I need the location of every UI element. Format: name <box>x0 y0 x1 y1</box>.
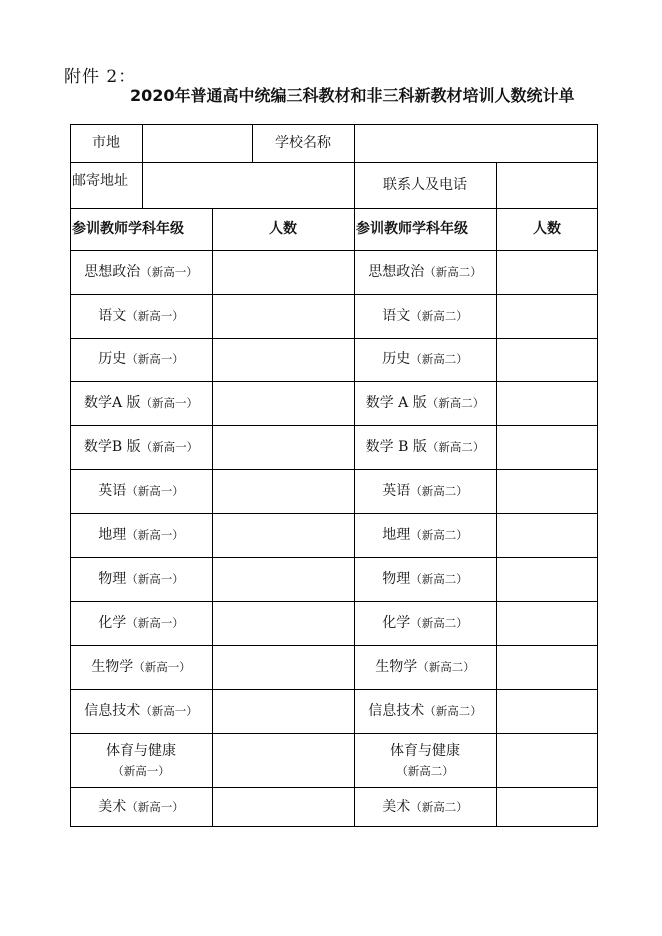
attachment-label: 附件 2： <box>64 67 137 87</box>
subject-name: 语文 <box>98 307 127 324</box>
count-field-right[interactable] <box>496 469 598 513</box>
school-name-field[interactable] <box>354 124 598 162</box>
grade-label: （新高二） <box>424 264 482 279</box>
subject-name: 化学 <box>382 614 411 631</box>
count-field-right[interactable] <box>496 381 598 425</box>
subject-name: 美术 <box>382 798 411 815</box>
subject-cell-left <box>70 338 212 381</box>
count-field-right[interactable] <box>496 250 598 294</box>
subject-name: 信息技术 <box>368 702 425 719</box>
school-name-label: 学校名称 <box>275 134 331 151</box>
count-field-right[interactable] <box>496 733 598 787</box>
grade-label: （新高一） <box>126 308 184 323</box>
subject-name: 体育与健康 <box>106 742 176 759</box>
mailing-address-label: 邮寄地址 <box>72 173 128 189</box>
count-field-right[interactable] <box>496 294 598 338</box>
subject-cell-right <box>354 601 496 645</box>
grade-label: （新高一） <box>140 395 199 410</box>
count-field-right[interactable] <box>496 513 598 557</box>
subject-name: 地理 <box>98 526 127 543</box>
subject-name: 历史 <box>98 351 127 368</box>
header-count-left: 人数 <box>269 220 297 237</box>
subject-cell-right <box>354 557 496 601</box>
grade-label: （新高二） <box>424 703 482 718</box>
subject-cell-left <box>70 689 212 733</box>
subject-cell-left <box>70 425 212 469</box>
subject-name: 思想政治 <box>84 263 141 280</box>
subject-name: 数学B 版 <box>83 438 141 455</box>
count-field-right[interactable] <box>496 601 598 645</box>
subject-name: 数学 B 版 <box>365 438 427 455</box>
count-field-left[interactable] <box>212 689 354 733</box>
subject-cell-right <box>354 645 496 689</box>
grade-label: （新高二） <box>426 439 485 454</box>
subject-name: 英语 <box>382 482 411 499</box>
subject-name: 信息技术 <box>84 702 141 719</box>
grade-label: （新高一） <box>133 659 191 674</box>
subject-name: 化学 <box>98 614 127 631</box>
subject-cell-right <box>354 381 496 425</box>
count-field-left[interactable] <box>212 294 354 338</box>
count-field-right[interactable] <box>496 689 598 733</box>
subject-cell-left <box>70 733 212 787</box>
count-field-right[interactable] <box>496 787 598 827</box>
count-field-left[interactable] <box>212 733 354 787</box>
subject-cell-right <box>354 425 496 469</box>
grade-label: （新高二） <box>426 395 485 410</box>
count-field-right[interactable] <box>496 557 598 601</box>
count-field-right[interactable] <box>496 338 598 381</box>
count-field-left[interactable] <box>212 557 354 601</box>
subject-name: 物理 <box>382 570 411 587</box>
grade-label: （新高二） <box>396 764 454 778</box>
subject-name: 语文 <box>382 307 411 324</box>
grade-label: （新高二） <box>410 571 468 586</box>
grade-label: （新高一） <box>140 439 199 454</box>
subject-cell-left <box>70 294 212 338</box>
subject-cell-left <box>70 469 212 513</box>
city-field[interactable] <box>142 124 252 162</box>
count-field-left[interactable] <box>212 469 354 513</box>
subject-name: 历史 <box>382 351 411 368</box>
grade-label: （新高二） <box>410 308 468 323</box>
subject-cell-right <box>354 513 496 557</box>
grade-label: （新高一） <box>140 703 198 718</box>
header-count-right: 人数 <box>533 220 561 237</box>
subject-cell-right <box>354 787 496 827</box>
subject-cell-left <box>70 601 212 645</box>
grade-label: （新高二） <box>410 352 468 367</box>
subject-name: 美术 <box>98 798 127 815</box>
grade-label: （新高一） <box>126 615 184 630</box>
subject-cell-right <box>354 469 496 513</box>
subject-name: 数学A 版 <box>83 394 141 411</box>
count-field-left[interactable] <box>212 338 354 381</box>
grade-label: （新高一） <box>126 571 184 586</box>
document-title: 2020年普通高中统编三科教材和非三科新教材培训人数统计单 <box>130 86 575 105</box>
contact-field[interactable] <box>496 162 598 208</box>
city-label: 市地 <box>92 134 120 151</box>
grade-label: （新高二） <box>410 799 468 814</box>
count-field-left[interactable] <box>212 425 354 469</box>
subject-cell-right <box>354 294 496 338</box>
grade-label: （新高二） <box>410 527 468 542</box>
count-field-left[interactable] <box>212 381 354 425</box>
subject-cell-left <box>70 557 212 601</box>
mailing-address-field[interactable] <box>142 162 354 208</box>
subject-cell-right <box>354 733 496 787</box>
subject-name: 地理 <box>382 526 411 543</box>
subject-cell-left <box>70 381 212 425</box>
subject-name: 英语 <box>98 482 127 499</box>
subject-cell-right <box>354 338 496 381</box>
grade-label: （新高一） <box>126 527 184 542</box>
count-field-right[interactable] <box>496 425 598 469</box>
subject-cell-left <box>70 250 212 294</box>
grade-label: （新高一） <box>112 764 170 778</box>
grade-label: （新高一） <box>126 483 184 498</box>
contact-label: 联系人及电话 <box>383 176 467 193</box>
subject-cell-right <box>354 250 496 294</box>
count-field-left[interactable] <box>212 601 354 645</box>
subject-name: 体育与健康 <box>390 742 460 759</box>
subject-name: 生物学 <box>91 658 134 675</box>
grade-label: （新高二） <box>410 483 468 498</box>
count-field-left[interactable] <box>212 787 354 827</box>
subject-cell-left <box>70 645 212 689</box>
header-subject-left: 参训教师学科年级 <box>72 220 184 237</box>
count-field-left[interactable] <box>212 250 354 294</box>
count-field-right[interactable] <box>496 645 598 689</box>
grade-label: （新高一） <box>140 264 198 279</box>
grade-label: （新高一） <box>126 799 184 814</box>
count-field-left[interactable] <box>212 513 354 557</box>
header-subject-right: 参训教师学科年级 <box>356 220 468 237</box>
subject-name: 物理 <box>98 570 127 587</box>
grade-label: （新高二） <box>417 659 475 674</box>
count-field-left[interactable] <box>212 645 354 689</box>
grade-label: （新高二） <box>410 615 468 630</box>
subject-cell-right <box>354 689 496 733</box>
grade-label: （新高一） <box>126 352 184 367</box>
statistics-table <box>70 124 598 827</box>
subject-name: 生物学 <box>375 658 418 675</box>
subject-name: 思想政治 <box>368 263 425 280</box>
subject-name: 数学 A 版 <box>365 394 427 411</box>
subject-cell-left <box>70 787 212 827</box>
subject-cell-left <box>70 513 212 557</box>
